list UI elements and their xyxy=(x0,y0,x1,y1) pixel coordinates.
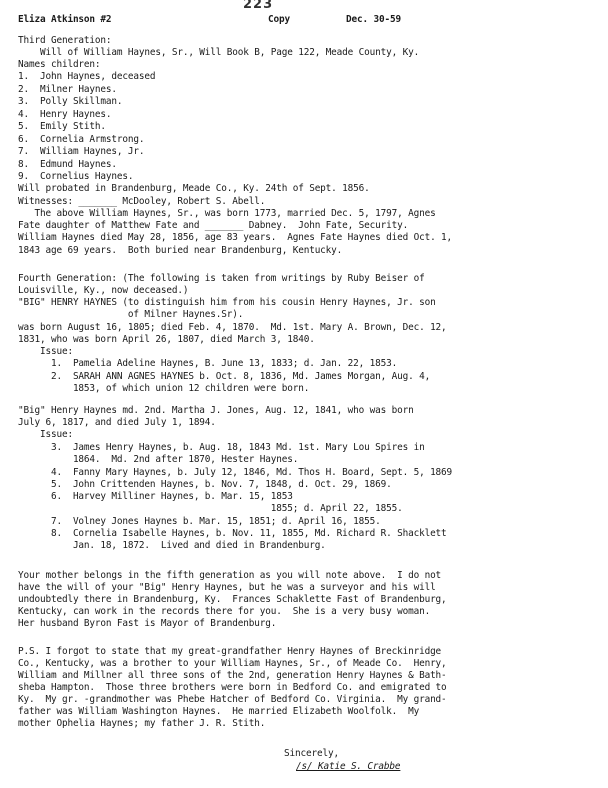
text-line: 7. William Haynes, Jr. xyxy=(18,146,145,157)
text-line: 1843 age 69 years. Both buried near Brandenburg, Kentucky. xyxy=(18,245,343,256)
text-line: 3. James Henry Haynes, b. Aug. 18, 1843 Md. 1st. Mary Lou Spires in xyxy=(18,442,425,453)
text-line: 1. Pamelia Adeline Haynes, B. June 13, 1833; d. Jan. 22, 1853. xyxy=(18,358,398,369)
text-line: Witnesses: _______ McDooley, Robert S. Abell. xyxy=(18,196,266,207)
text-line: 6. Cornelia Armstrong. xyxy=(18,134,145,145)
text-line: 4. Henry Haynes. xyxy=(18,109,112,120)
text-line: William Haynes died May 28, 1856, age 83 years. Agnes Fate Haynes died Oct. 1, xyxy=(18,232,453,243)
text-line: 5. Emily Stith. xyxy=(18,121,106,132)
text-line: have the will of your "Big" Henry Haynes, but he was a surveyor and his will xyxy=(18,582,436,593)
text-line: Her husband Byron Fast is Mayor of Brandenburg. xyxy=(18,618,277,629)
text-line: was born August 16, 1805; died Feb. 4, 1870. Md. 1st. Mary A. Brown, Dec. 12, xyxy=(18,322,447,333)
text-line: 9. Cornelius Haynes. xyxy=(18,171,134,182)
text-line: 5. John Crittenden Haynes, b. Nov. 7, 1848, d. Oct. 29, 1869. xyxy=(18,479,392,490)
text-line: Fate daughter of Matthew Fate and _______ Dabney. John Fate, Security. xyxy=(18,220,409,231)
text-line: 2. Milner Haynes. xyxy=(18,84,117,95)
text-line: "Big" Henry Haynes md. 2nd. Martha J. Jones, Aug. 12, 1841, who was born xyxy=(18,405,414,416)
text-line: Ky. My gr. -grandmother was Phebe Hatcher of Bedford Co. Virginia. My grand- xyxy=(18,694,447,705)
text-line: 1864. Md. 2nd after 1870, Hester Haynes. xyxy=(18,454,299,465)
text-line: "BIG" HENRY HAYNES (to distinguish him from his cousin Henry Haynes, Jr. son xyxy=(18,297,436,308)
signature: /s/ Katie S. Crabbe xyxy=(296,761,401,772)
text-line: 2. SARAH ANN AGNES HAYNES b. Oct. 8, 1836, Md. James Morgan, Aug. 4, xyxy=(18,371,431,382)
text-line: Will of William Haynes, Sr., Will Book B, Page 122, Meade County, Ky. xyxy=(18,47,420,58)
text-line: 8. Cornelia Isabelle Haynes, b. Nov. 11, 1855, Md. Richard R. Shacklett xyxy=(18,528,447,539)
text-line: father was William Washington Haynes. He married Elizabeth Woolfolk. My xyxy=(18,706,420,717)
header-copy-label: Copy xyxy=(268,14,290,25)
text-line: sheba Hampton. Those three brothers were born in Bedford Co. and emigrated to xyxy=(18,682,447,693)
text-line: Will probated in Brandenburg, Meade Co., Ky. 24th of Sept. 1856. xyxy=(18,183,370,194)
text-line: Co., Kentucky, was a brother to your William Haynes, Sr., of Meade Co. Henry, xyxy=(18,658,447,669)
text-line: July 6, 1817, and died July 1, 1894. xyxy=(18,417,216,428)
text-line: Third Generation: xyxy=(18,35,112,46)
text-line: 1. John Haynes, deceased xyxy=(18,71,156,82)
text-line: 3. Polly Skillman. xyxy=(18,96,123,107)
text-line: Your mother belongs in the fifth generation as you will note above. I do not xyxy=(18,570,442,581)
text-line: 6. Harvey Milliner Haynes, b. Mar. 15, 1853 xyxy=(18,491,293,502)
handwritten-page-number: 223 xyxy=(243,0,274,12)
text-line: Issue: xyxy=(18,346,73,357)
text-line: Jan. 18, 1872. Lived and died in Brandenburg. xyxy=(18,540,326,551)
text-line: William and Millner all three sons of the 2nd, generation Henry Haynes & Bath- xyxy=(18,670,447,681)
text-line: 1855; d. April 22, 1855. xyxy=(18,503,403,514)
text-line: 8. Edmund Haynes. xyxy=(18,159,117,170)
text-line: 1853, of which union 12 children were born. xyxy=(18,383,310,394)
text-line: mother Ophelia Haynes; my father J. R. Stith. xyxy=(18,718,266,729)
text-line: 7. Volney Jones Haynes b. Mar. 15, 1851; d. April 16, 1855. xyxy=(18,516,381,527)
text-line: 1831, who was born April 26, 1807, died March 3, 1840. xyxy=(18,334,315,345)
text-line: Fourth Generation: (The following is taken from writings by Ruby Beiser of xyxy=(18,273,425,284)
text-line: Issue: xyxy=(18,429,73,440)
header-author: Eliza Atkinson #2 xyxy=(18,14,112,25)
text-line: undoubtedly there in Brandenburg, Ky. Frances Schaklette Fast of Brandenburg, xyxy=(18,594,447,605)
text-line: of Milner Haynes.Sr). xyxy=(18,309,244,320)
text-line: 4. Fanny Mary Haynes, b. July 12, 1846, Md. Thos H. Board, Sept. 5, 1869 xyxy=(18,467,453,478)
text-line: The above William Haynes, Sr., was born 1773, married Dec. 5, 1797, Agnes xyxy=(18,208,436,219)
header-date: Dec. 30-59 xyxy=(346,14,401,25)
text-line: Kentucky, can work in the records there for you. She is a very busy woman. xyxy=(18,606,431,617)
text-line: Names children: xyxy=(18,59,101,70)
text-line: Louisville, Ky., now deceased.) xyxy=(18,285,189,296)
closing-salutation: Sincerely, xyxy=(284,748,339,759)
text-line: P.S. I forgot to state that my great-grandfather Henry Haynes of Breckinridge xyxy=(18,646,442,657)
